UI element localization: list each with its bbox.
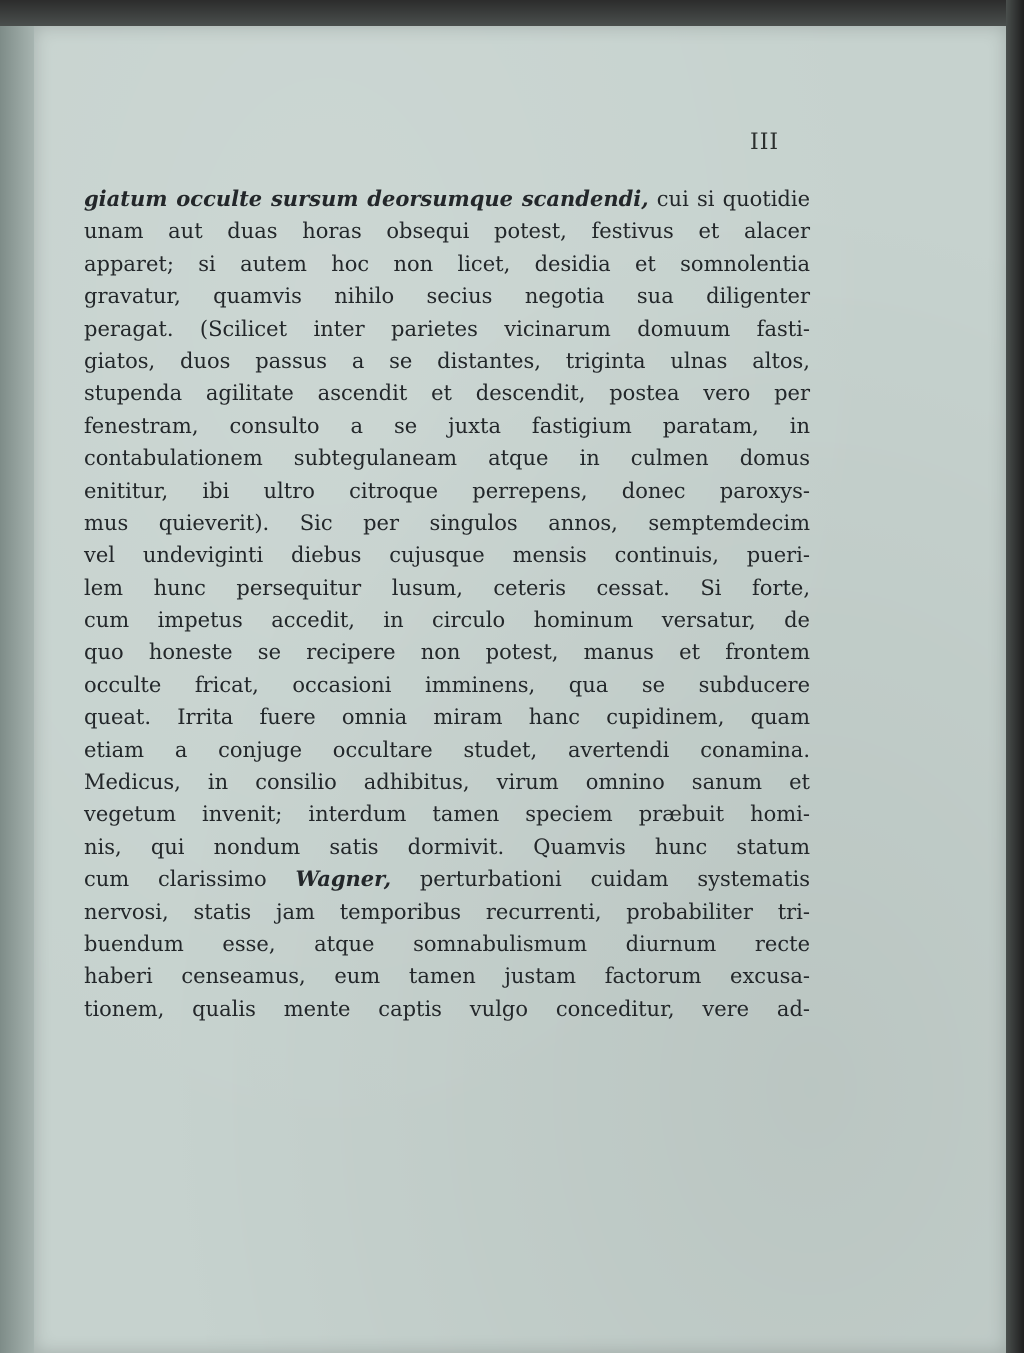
text-line-12: vel undeviginti diebus cujusque mensis continuis, pueri-: [84, 543, 810, 568]
text-line-18: etiam a conjuge occultare studet, avertendi conamina.: [84, 737, 810, 762]
text-line-9: contabulationem subtegulaneam atque in culmen domus: [84, 446, 810, 471]
italic-name: Wagner,: [295, 866, 392, 892]
text-line-1: [84, 183, 810, 215]
text-line-11: mus quieverit). Sic per singulos annos, semptemdecim: [84, 510, 810, 535]
text-segment: cum clarissimo: [84, 867, 296, 892]
text-line-2: unam aut duas horas obsequi potest, festivus et alacer: [84, 219, 810, 244]
italic-phrase: giatum occulte sursum deorsumque scandendi,: [84, 186, 649, 211]
text-line-22: [84, 863, 810, 895]
text-line-8: fenestram, consulto a se juxta fastigium paratam, in: [84, 413, 810, 438]
text-line-14: cum impetus accedit, in circulo hominum versatur, de: [84, 608, 810, 633]
scan-left-edge: [0, 0, 34, 1353]
text-line-10: enititur, ibi ultro citroque perrepens, donec paroxys-: [84, 478, 810, 503]
text-line-26: tionem, qualis mente captis vulgo conceditur, vere ad-: [84, 996, 810, 1021]
page-number: III: [750, 130, 780, 155]
text-line-17: queat. Irrita fuere omnia miram hanc cupidinem, quam: [84, 705, 810, 730]
text-line-5: peragat. (Scilicet inter parietes vicinarum domuum fasti-: [84, 316, 810, 341]
text-line-15: quo honeste se recipere non potest, manus et frontem: [84, 640, 810, 665]
text-line-25: haberi censeamus, eum tamen justam factorum excusa-: [84, 964, 810, 989]
text-line-21: nis, qui nondum satis dormivit. Quamvis hunc statum: [84, 834, 810, 859]
text-line-24: buendum esse, atque somnabulismum diurnum recte: [84, 931, 810, 956]
text-segment: perturbationi cuidam systematis: [391, 867, 810, 892]
text-line-7: stupenda agilitate ascendit et descendit, postea vero per: [84, 381, 810, 406]
text-line-3: apparet; si autem hoc non licet, desidia et somnolentia: [84, 251, 810, 276]
text-line-4: gravatur, quamvis nihilo secius negotia sua diligenter: [84, 284, 810, 309]
text-line-16: occulte fricat, occasioni imminens, qua se subducere: [84, 672, 810, 697]
text-line-19: Medicus, in consilio adhibitus, virum omnino sanum et: [84, 770, 810, 795]
text-segment: cui si quotidie: [648, 187, 811, 211]
text-line-23: nervosi, statis jam temporibus recurrenti, probabiliter tri-: [84, 899, 810, 924]
text-line-6: giatos, duos passus a se distantes, triginta ulnas altos,: [84, 348, 810, 373]
text-line-13: lem hunc persequitur lusum, ceteris cessat. Si forte,: [84, 575, 810, 600]
scan-top-edge: [0, 0, 1024, 26]
text-line-20: vegetum invenit; interdum tamen speciem præbuit homi-: [84, 802, 810, 827]
body-text: [84, 183, 810, 1025]
scan-right-edge: [1006, 0, 1024, 1353]
